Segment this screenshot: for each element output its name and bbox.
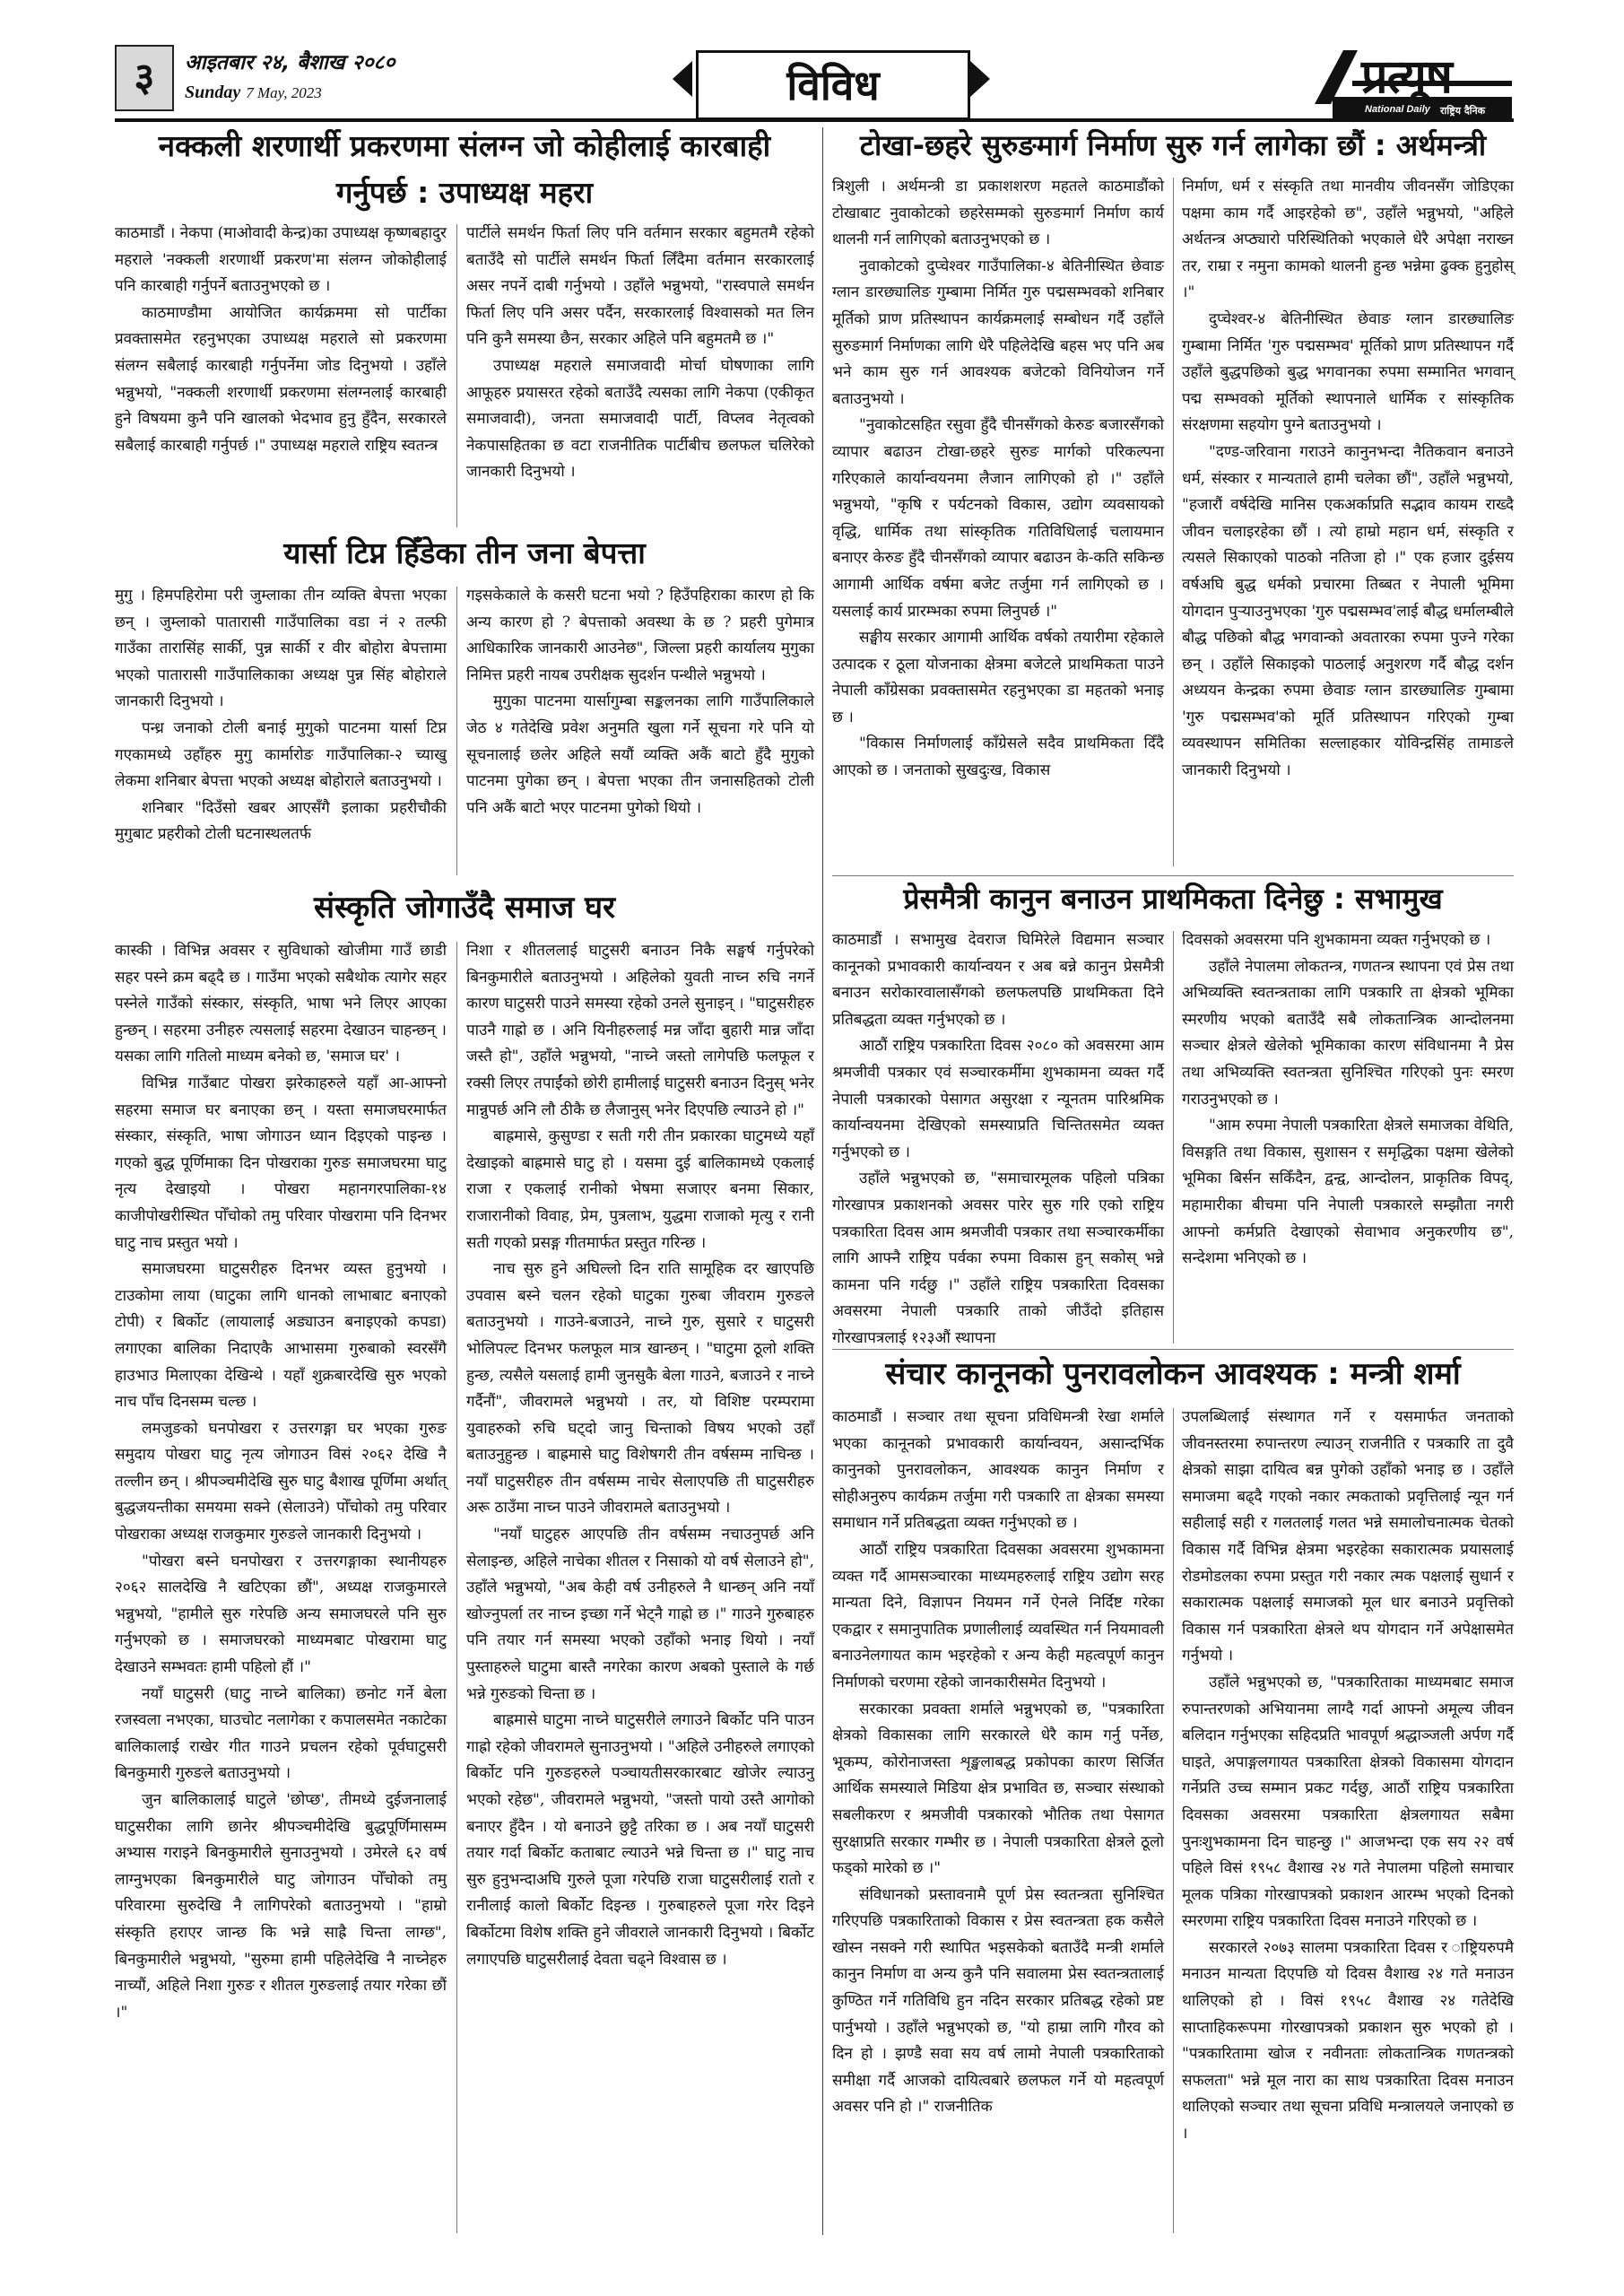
page-number: ३	[115, 45, 174, 111]
date-english-value: 7 May, 2023	[246, 84, 322, 101]
article-1-col-2	[466, 221, 814, 486]
article-1-para: काठमाण्डौमा आयोजित कार्यक्रममा सो पार्टीका प्रवक्तासमेत रहनुभएका उपाध्यक्ष महराले सो प्रकरणमा संलग्न सबैलाई कारबाही गर्नुपर्नेमा जोड दिनुभयो । उहाँले भन्नुभयो, "नक्कली शरणार्थी प्रकरणमा संलग्नलाई कारबाही हुने विषयमा कुनै पनि खालको भेदभाव हुनु हुँदैन, सरकारले सबैलाई कारबाही गर्नुपर्छ ।" उपाध्यक्ष महराले राष्ट्रिय स्वतन्त्र	[115, 303, 447, 455]
article-1-para: पार्टीले समर्थन फिर्ता लिए पनि वर्तमान सरकार बहुमतमै रहेको बताउँदै सो पार्टीले समर्थन फिर्ता लिँदैमा वर्तमान सरकारलाई असर नपर्ने दाबी गर्नुभयो । उहाँले भन्नुभयो, "रास्वपाले समर्थन फिर्ता लिए पनि असर पर्दैन, सरकारलाई विश्वासको मत लिन पनि कुनै समस्या छैन, सरकार अहिले पनि बहुमतमै छ ।"	[466, 224, 814, 349]
article-2-col-2	[466, 583, 814, 822]
article-2-para: गइसकेकाले के कसरी घटना भयो ? हिउँपहिराका कारण हो कि अन्य कारण हो ? बेपत्ताको अवस्था के छ ? प्रहरी पुगेमात्र आधिकारिक जानकारी आउनेछ", जिल्ला प्रहरी कार्यालय मुगुका निमित्त प्रहरी नायब उपरीक्षक सुदर्शन पन्थीले भन्नुभयो ।	[466, 587, 814, 684]
article-6-para: उहाँले भन्नुभएको छ, "पत्रकारिताका माध्यमबाट समाज रुपान्तरणको अभियानमा लाग्दै गर्दा आफ्नो अमूल्य जीवन बलिदान गर्नुभएका सहिदप्रति भावपूर्ण श्रद्धाञ्जली अर्पण गर्दै घाइते, अपाङ्गलगायत पत्रकारिता क्षेत्रको विकासमा योगदान गर्नेप्रति उच्च सम्मान प्रकट गर्दछु, आठौं राष्ट्रिय पत्रकारिता दिवसका अवसरमा पत्रकारिता क्षेत्रलगायत सबैमा पुनःशुभकामना दिन चाहन्छु ।" आजभन्दा एक सय २२ वर्ष पहिले विसं १९५८ वैशाख २४ गते नेपालमा पहिलो समाचार मूलक पत्रिका गोरखापत्रको प्रकाशन आरम्भ भएको दिनको स्मरणमा राष्ट्रिय पत्रकारिता दिवस मनाउने गरिएको छ ।	[1182, 1673, 1514, 1931]
article-3-para: नयाँ घाटुसरी (घाटु नाच्ने बालिका) छनोट गर्ने बेला रजस्वला नभएका, घाउचोट नलागेका र कपालसमेत नकाटेका बालिकालाई राखेर गीत गाउने प्रचलन रहेको पूर्वघाटुसरी बिनकुमारी गुरुङले बताउनुभयो ।	[115, 1684, 447, 1783]
article-3-para: बाह्रमासे घाटुमा नाच्ने घाटुसरीले लगाउने बिर्कोट पनि पाउन गाह्रो रहेको जीवरामले सुनाउनुभयो । "अहिले उनीहरुले लगाएको बिर्कोट पनि गुरुङहरुले पञ्चायतीसरकारबाट खोजेर ल्याउनु भएको रहेछ", जीवरामले भन्नुभयो, "जस्तो पायो उस्तै आगोको बनाएर हुँदैन । यो बनाउने छुट्टै तरिका छ । अब नयाँ घाटुसरी तयार गर्दा बिर्कोट कताबाट ल्याउने भन्ने चिन्ता छ ।" घाटु नाच सुरु हुनुभन्दाअघि गुरुले पूजा गरेपछि राजा घाटुसरीलाई रातो र रानीलाई कालो बिर्कोट दिइन्छ । गुरुबाहरुले पूजा गरेर दिइने बिर्कोटमा विशेष शक्ति हुने जीवराले जानकारी दिनुभयो । बिर्कोट लगाएपछि घाटुसरीलाई देवता चढ्ने विश्वास छ ।	[466, 1711, 814, 1969]
page-divider	[822, 127, 823, 2235]
article-3-col-2	[466, 938, 814, 1973]
article-2-para: मुगु । हिमपहिरोमा परी जुम्लाका तीन व्यक्ति बेपत्ता भएका छन् । जुम्लाको पातारासी गाउँपालिका वडा नं २ तल्फी गाउँका तारासिंह सार्की, पुन्न सार्की र वीर बोहोरा बेपत्तामा भएको पातारासी गाउँपालिकाका अध्यक्ष पुन्न सिंह बोहोराले जानकारी दिनुभयो ।	[115, 587, 447, 711]
article-5-para: उहाँले नेपालमा लोकतन्त्र, गणतन्त्र स्थापना एवं प्रेस तथा अभिव्यक्ति स्वतन्त्रताका लागि पत्रकारि ता क्षेत्रको भूमिका स्मरणीय भएको बताउँदै सबै लोकतान्त्रिक आन्दोलनमा सञ्चार क्षेत्रले खेलेको भूमिकाका कारण संविधानमा नै प्रेस तथा अभिव्यक्ति स्वतन्त्रता सुनिश्चित गरिएको पुनः स्मरण गराउनुभएको छ ।	[1182, 957, 1514, 1109]
article-5-para: काठमाडौं । सभामुख देवराज घिमिरेले विद्यमान सञ्चार कानूनको प्रभावकारी कार्यान्वयन र अब बन्ने कानुन प्रेसमैत्री बनाउन सरोकारवालासँगको छलफलपछि प्राथमिकता दिने प्रतिबद्धता व्यक्त गर्नुभएको छ ।	[832, 931, 1164, 1029]
article-5-para: उहाँले भन्नुभएको छ, "समाचारमूलक पहिलो पत्रिका गोरखापत्र प्रकाशनको अवसर पारेर सुरु गरि एको राष्ट्रिय पत्रकारिता दिवस आम श्रमजीवी पत्रकार तथा सञ्चारकर्मीका लागि आफ्नै राष्ट्रिय पर्वका रुपमा विकास हुन् सकोस् भन्ने कामना पनि गर्दछु ।" उहाँले राष्ट्रिय पत्रकारिता दिवसका अवसरमा नेपाली पत्रकारि ताको जीउँदो इतिहास गोरखापत्रलाई १२३औं स्थापना	[832, 1170, 1164, 1347]
article-3-col-1	[115, 938, 447, 2026]
newspaper-logo	[1307, 41, 1515, 127]
logo-tagline-en: National Daily	[1365, 104, 1430, 115]
article-2-col-1	[115, 583, 447, 848]
masthead-rule	[115, 118, 1514, 122]
article-3-para: "पोखरा बस्ने घनपोखरा र उत्तरगङ्गाका स्थानीयहरु २०६२ सालदेखि नै खटिएका छौं", अध्यक्ष राजकुमारले भन्नुभयो, "हामीले सुरु गरेपछि अन्य समाजघरले पनि सुरु गर्नुभएको छ । समाजघरको माध्यमबाट पोखरामा घाटु देखाउने सम्भवतः हामी पहिलो हौं ।"	[115, 1552, 447, 1677]
day-english: Sunday	[185, 83, 241, 102]
arrow-left-icon	[673, 61, 692, 97]
column-rule	[456, 587, 457, 875]
article-4-para: "नुवाकोटसहित रसुवा हुँदै चीनसँगको केरुङ बजारसँगको व्यापार बढाउन टोखा-छहरे सुरुङ मार्गको परिकल्पना गरिएकाले कार्यान्वयनमा लैजान लागिएको हो ।" उहाँले भन्नुभयो, "कृषि र पर्यटनको विकास, उद्योग व्यवसायको वृद्धि, धार्मिक तथा सांस्कृतिक गतिविधिलाई चलायमान बनाएर केरुङ हुँदै चीनसँगको व्यापार बढाउन के-कति सकिन्छ आगामी आर्थिक वर्षमा बजेट तर्जुमा गर्न लागिएको छ । यसलाई कार्य प्रारम्भका रुपमा लिनुपर्छ ।"	[832, 416, 1164, 621]
column-rule	[456, 224, 457, 527]
logo-name: प्रत्यूष	[1361, 50, 1452, 104]
article-4-para: नुवाकोटको दुप्चेश्वर गाउँपालिका-४ बेतिनीस्थित छेवाङ ग्लान डारछ्यालिङ गुम्बामा निर्मित गुरु पद्मसम्भवको शनिबार मूर्तिको प्राण प्रतिस्थापन कार्यक्रमलाई सम्बोधन गर्दै उहाँले सुरुङमार्ग निर्माणका लागि धेरै पहिलेदेखि बहस भए पनि अब भने काम सुरु गर्न आवश्यक बजेटको विनियोजन गर्ने बताउनुभयो ।	[832, 257, 1164, 408]
article-4-para: त्रिशुली । अर्थमन्त्री डा प्रकाशशरण महतले काठमाडौंको टोखाबाट नुवाकोटको छहरेसम्मको सुरुङमार्ग निर्माण कार्य थालनी गर्न लागिएको बताउनुभएको छ ।	[832, 178, 1164, 249]
article-2-para: शनिबार "दिउँसो खबर आएसँगै इलाका प्रहरीचौकी मुगुबाट प्रहरीको टोली घटनास्थलतर्फ	[115, 798, 447, 844]
article-4-para: दुप्चेश्वर-४ बेतिनीस्थित छेवाङ ग्लान डारछ्यालिङ गुम्बामा निर्मित 'गुरु पद्मसम्भव' मूर्तिको प्राण प्रतिस्थापन गर्दै उहाँले बुद्धपछिको बुद्ध भगवानका रुपमा सम्मानित भगवान् पद्म सम्भवको मूर्तिको स्थापनाले धार्मिक र सांस्कृतिक संरक्षणमा सहयोग पुग्ने बताउनुभयो ।	[1182, 309, 1514, 435]
article-6-para: काठमाडौं । सञ्चार तथा सूचना प्रविधिमन्त्री रेखा शर्माले भएका कानूनको प्रभावकारी कार्यान्वयन, असान्दर्भिक कानुनको पुनरावलोकन, आवश्यक कानुन निर्माण र सोहीअनुरुप कार्यक्रम तर्जुमा गरी पत्रकारि ता क्षेत्रका समस्या समाधान गर्ने प्रतिबद्धता व्यक्त गर्नुभएको छ ।	[832, 1408, 1164, 1533]
article-5-para: दिवसको अवसरमा पनि शुभकामना व्यक्त गर्नुभएको छ ।	[1182, 931, 1491, 949]
arrow-right-icon	[970, 61, 990, 97]
date-english	[185, 83, 395, 103]
article-4-col-2	[1182, 174, 1514, 785]
article-4-para: सङ्घीय सरकार आगामी आर्थिक वर्षको तयारीमा रहेकाले उत्पादक र ठूला योजनाका क्षेत्रमा बजेटले प्राथमिकता पाउने नेपाली काँग्रेसका प्रवक्तासमेत रहनुभएका डा महतको भनाइ छ ।	[832, 629, 1164, 726]
article-4-para: "दण्ड-जरिवाना गराउने कानुनभन्दा नैतिकवान बनाउने धर्म, संस्कार र मान्यताले हामी चलेका छौं", उहाँले भन्नुभयो, "हजारौं वर्षदेखि मानिस एकअर्काप्रति सद्भाव कायम राख्दै जीवन चलाइरहेका छौं । त्यो हाम्रो महान धर्म, संस्कृति र त्यसले सिकाएको पाठको नतिजा हो ।" एक हजार दुईसय वर्षअघि बुद्ध धर्मको प्रचारमा तिब्बत र नेपाली भूमिमा योगदान पुऱ्याउनुभएका 'गुरु पद्मसम्भव'लाई बौद्ध धर्मालम्बीले बौद्ध पछिको बौद्ध भगवान्को अवतारका रुपमा पुज्ने गरेका छन् । उहाँले सिकाइको पाठलाई अनुशरण गर्दै बौद्ध दर्शन अध्ययन केन्द्रका रुपमा छेवाङ ग्लान डारछ्यालिङ गुम्बामा 'गुरु पद्मसम्भव'को मूर्ति प्रतिस्थापन गरिएको गुम्बा व्यवस्थापन समितिका सल्लाहकार योविन्द्रसिंह तामाङले जानकारी दिनुभयो ।	[1182, 442, 1514, 780]
article-3-para: नाच सुरु हुने अघिल्लो दिन राति सामूहिक दर खाएपछि उपवास बस्ने चलन रहेको घाटुका गुरुबा जीवराम गुरुङले बताउनुभयो । गाउने-बजाउने, नाच्ने गुरु, सुसारे र घाटुसरी भोलिपल्ट दिनभर फलफूल मात्र खान्छन् । "घाटुमा ठूलो शक्ति हुन्छ, त्यसैले यसलाई हामी जुनसुकै बेला गाउने, बजाउने र नाच्ने गर्दैनौं", जीवरामले भन्नुभयो । तर, यो विशिष्ट परम्परामा युवाहरुको रुचि घट्दो जानु चिन्ताको विषय भएको उहाँ बताउनुहुन्छ । बाह्रमासे घाटु विशेषगरी तीन वर्षसम्म नाचिन्छ । नयाँ घाटुसरीहरु तीन वर्षसम्म नाचेर सेलाएपछि ती घाटुसरीहरु अरू ठाउँमा नाच्न पाउने जीवरामले बताउनुभयो ।	[466, 1260, 814, 1518]
article-6-para: सरकारले २०७३ सालमा पत्रकारिता दिवस र ाष्ट्रियरुपमै मनाउन मान्यता दिएपछि यो दिवस वैशाख २४ गते मनाउन थालिएको हो । विसं १९५८ वैशाख २४ गतेदेखि साप्ताहिकरूपमा गोरखापत्रको प्रकाशन सुरु भएको हो । "पत्रकारितामा खोज र नवीनताः लोकतान्त्रिक गणतन्त्रको सफलता" भन्ने मूल नारा का साथ पत्रकारिता दिवस मनाउन थालिएको सञ्चार तथा सूचना प्रविधि मन्त्रालयले जनाएको छ ।	[1182, 1938, 1514, 2144]
article-3-para: निशा र शीतललाई घाटुसरी बनाउन निकै सङ्घर्ष गर्नुपरेको बिनकुमारीले बताउनुभयो । अहिलेको युवती नाच्न रुचि नगर्ने कारण घाटुसरी पाउने समस्या रहेको उनले सुनाइन् । "घाटुसरीहरु पाउनै गाह्रो छ । अनि यिनीहरुलाई मन्न जाँदा बुहारी मान्न जाँदा जस्तै हो", उहाँले भन्नुभयो, "नाच्ने जस्तो लागेपछि फलफूल र रक्सी लिएर तपाईंको छोरी हामीलाई घाटुसरी बनाउन दिनुस् भनेर मान्नुपर्छ अनि लौ ठीकै छ लैजानुस् भनेर दिएपछि ल्याउने हो ।"	[466, 942, 814, 1119]
column-rule	[1173, 931, 1174, 1344]
section-title: विविध	[696, 50, 970, 120]
article-3-para: विभिन्न गाउँबाट पोखरा झरेकाहरुले यहाँ आ-आफ्नो सहरमा समाज घर बनाएका छन् । यस्ता समाजघरमार्फत संस्कार, संस्कृति, भाषा जोगाउन ध्यान दिइएको पाइन्छ । गएको बुद्ध पूर्णिमाका दिन पोखराका गुरुङ समाजघरमा घाटु नृत्य देखाइयो । पोखरा महानगरपालिका-१४ काजीपोखरीस्थित पोँचोको तमु परिवार पोखरामा पनि दिनभर घाटु नाच प्रस्तुत भयो ।	[115, 1074, 447, 1252]
article-5-para: "आम रुपमा नेपाली पत्रकारिता क्षेत्रले समाजका वेथिति, विसङ्गति तथा विकास, सुशासन र समृद्धिका पक्षमा खेलेको भूमिका बिर्सन सकिँदैन, द्वन्द्व, आन्दोलन, प्राकृतिक विपद्, महामारीका बीचमा पनि नेपाली पत्रकारले सम्झौता नगरी आफ्नो कर्मप्रति देखाएको सेवाभाव अनुकरणीय छ", सन्देशमा भनिएको छ ।	[1182, 1117, 1514, 1268]
article-1-para: उपाध्यक्ष महराले समाजवादी मोर्चा घोषणाका लागि आफूहरु प्रयासरत रहेको बताउँदै त्यसका लागि नेकपा (एकीकृत समाजवादी), जनता समाजवादी पार्टी, विप्लव नेतृत्वको नेकपासहितका छ वटा राजनीतिक पार्टीबीच छलफल चलिरेको जानकारी दिनुभयो ।	[466, 356, 814, 482]
article-3-para: "नयाँ घाटुहरु आएपछि तीन वर्षसम्म नचाउनुपर्छ अनि सेलाइन्छ, अहिले नाचेका शीतल र निसाको यो वर्ष सेलाउने हो", उहाँले भन्नुभयो, "अब केही वर्ष उनीहरुले नै धान्छन् अनि नयाँ खोज्नुपर्ला तर नाच्न इच्छा गर्ने भेट्नै गाह्रो छ ।" गाउने गुरुबाहरु पनि तयार गर्न समस्या भएको उहाँको भनाइ थियो । नयाँ पुस्ताहरुले घाटुमा बास्तै नगरेका कारण अबको पुस्ताले के गर्छ भन्ने गुरुङको चिन्ता छ ।	[466, 1526, 814, 1703]
column-rule	[1173, 178, 1174, 866]
article-5-col-2	[1182, 927, 1514, 1273]
article-1-headline-line1: नक्कली शरणार्थी प्रकरणमा संलग्न जो कोहीलाई कारबाही	[158, 128, 771, 163]
article-3-para: समाजघरमा घाटुसरीहरु दिनभर व्यस्त हुनुभयो । टाउकोमा लाया (घाटुका लागि धानको लाभाबाट बनाएको टोपी) र बिर्कोट (लायालाई अड्याउन बनाइएको कपडा) लगाएका बालिका निदाएकै आभासमा गुरुबाको स्वरसँगै हाउभाउ मिलाएका देखिन्थे । यहाँ शुक्रबारदेखि सुरु भएको नाच पाँच दिनसम्म चल्छ ।	[115, 1260, 447, 1412]
article-3-para: बाह्रमासे, कुसुण्डा र सती गरी तीन प्रकारका घाटुमध्ये यहाँ देखाइको बाह्रमासे घाटु हो । यसमा दुई बालिकामध्ये एकलाई राजा र एकलाई रानीको भेषमा सजाएर बनमा सिकार, राजारानीको विवाह, प्रेम, पुत्रलाभ, युद्धमा राजाको मृत्यु र रानी सती गएको प्रसङ्ग गीतमार्फत प्रस्तुत गरिन्छ ।	[466, 1127, 814, 1252]
article-1-headline-line2: गर्नुपर्छ : उपाध्यक्ष महरा	[335, 175, 594, 210]
article-6-para: आठौं राष्ट्रिय पत्रकारिता दिवसका अवसरमा शुभकामना व्यक्त गर्दै आमसञ्चारका माध्यमहरुलाई राष्ट्रिय उद्योग सरह मान्यता दिने, विज्ञापन नियमन गर्ने ऐनले निर्दिष्ट गरेका एकद्वार र समानुपातिक प्रणालीलाई व्यवस्थित गर्न नियमावली बनाउनेलगायत काम भइरहेको र अन्य केही महत्वपूर्ण कानुन निर्माणको चरणमा रहेको जानकारीसमेत दिनुभयो ।	[832, 1540, 1164, 1692]
article-2-para: पन्ध्र जनाको टोली बनाई मुगुको पाटनमा यार्सा टिप्न गएकामध्ये उहाँहरु मुगु कार्मारोङ गाउँपालिका-२ च्याखु लेकमा शनिबार बेपत्ता भएको अध्यक्ष बोहोराले बताउनुभयो ।	[115, 718, 447, 791]
article-6-para: उपलब्धिलाई संस्थागत गर्ने र यसमार्फत जनताको जीवनस्तरमा रुपान्तरण ल्याउन् राजनीति र पत्रकारि ता दुवै क्षेत्रको साझा दायित्व बन्न पुगेको उहाँको भनाइ छ । उहाँले समाजमा बढ्दै गएको नकार त्मकताको प्रवृत्तिलाई न्यून गर्न सहीलाई सही र गलतलाई गलत भन्ने समालोचनात्मक चेतको विकास गर्दै विभिन्न क्षेत्रमा भइरहेका सकारात्मक प्रयासलाई रोडमोडलका रुपमा प्रस्तुत गरी नकार त्मक पक्षलाई सुधार्न र सकारात्मक पक्षलाई समाजको मूल धार बनाउने प्रवृत्तिको विकास गर्न पत्रकारिता क्षेत्रले थप योगदान गर्ने अपेक्षासमेत गर्नुभयो ।	[1182, 1408, 1514, 1665]
article-2-headline: यार्सा टिप्न हिँडेका तीन जना बेपत्ता	[283, 535, 646, 570]
article-1-col-1	[115, 221, 447, 459]
date-nepali: आइतबार २४, बैशाख २०८०	[185, 51, 395, 74]
article-6-col-2	[1182, 1405, 1514, 2148]
article-1-para: काठमाडौं । नेकपा (माओवादी केन्द्र)का उपाध्यक्ष कृष्णबहादुर महराले 'नक्कली शरणार्थी प्रकरण'मा संलग्न जोकोहीलाई पनि कारबाही गर्नुपर्ने बताउनुभएको छ ।	[115, 224, 447, 296]
column-rule	[456, 942, 457, 2233]
issue-date	[185, 47, 395, 103]
article-5-para: आठौं राष्ट्रिय पत्रकारिता दिवस २०८० को अवसरमा आम श्रमजीवी पत्रकार एवं सञ्चारकर्मीमा शुभकामना व्यक्त गर्दै नेपाली पत्रकारको पेसागत असुरक्षा र न्यूनतम पारिश्रमिक कार्यान्वयनमा देखिएको समस्याप्रति चिन्तितसमेत व्यक्त गर्नुभएको छ ।	[832, 1037, 1164, 1161]
article-3-para: कास्की । विभिन्न अवसर र सुविधाको खोजीमा गाउँ छाडी सहर पस्ने क्रम बढ्दै छ । गाउँमा भएको सबैथोक त्यागेर सहर पस्नेले गाउँको संस्कार, संस्कृति, भाषा भने लिएर आएका हुन्छन् । सहरमा उनीहरु त्यसलाई सहरमा देखाउन चाहन्छन् । यसका लागि गतिलो माध्यम बनेको छ, 'समाज घर' ।	[115, 942, 447, 1066]
logo-tagline-np: राष्ट्रिय दैनिक	[1440, 105, 1486, 117]
article-6-para: संविधानको प्रस्तावनामै पूर्ण प्रेस स्वतन्त्रता सुनिश्चित गरिएपछि पत्रकारिताको विकास र प्रेस स्वतन्त्रता हक कसैले खोस्न नसक्ने गरी स्थापित भइसकेको बताउँदै मन्त्री शर्माले कानुन निर्माण वा अन्य कुनै पनि सवालमा प्रेस स्वतन्त्रतालाई कुण्ठित गर्ने गतिविधि हुन नदिन सरकार प्रतिबद्ध रहेको प्रष्ट पार्नुभयो । उहाँले भन्नुभएको छ, "यो हाम्रा लागि गौरव को दिन हो । झण्डै सवा सय वर्ष लामो नेपाली पत्रकारिताको समीक्षा गर्दै आजको दायित्वबारे छलफल गर्ने यो महत्वपूर्ण अवसर पनि हो ।" राजनीतिक	[832, 1885, 1164, 2117]
article-4-para: "विकास निर्माणलाई काँग्रेसले सदैव प्राथमिकता दिँदै आएको छ । जनताको सुखदुःख, विकास	[832, 735, 1164, 780]
article-5-headline: प्रेसमैत्री कानुन बनाउन प्राथमिकता दिनेछु : सभामुख	[903, 882, 1443, 916]
article-4-headline: टोखा-छहरे सुरुङमार्ग निर्माण सुरु गर्न लागेका छौं : अर्थमन्त्री	[859, 128, 1487, 162]
article-separator	[832, 875, 1514, 876]
article-5-col-1	[832, 927, 1164, 1352]
article-4-para: निर्माण, धर्म र संस्कृति तथा मानवीय जीवनसँग जोडिएका पक्षमा काम गर्दै आइरहेको छ", उहाँले भन्नुभयो, "अहिले अर्थतन्त्र अप्ठ्यारो परिस्थितिको भएकाले धेरै अपेक्षा नराख्न तर, राम्रा र नमुना कामको थालनी हुन्छ भन्नेमा ढुक्क हुनुहोस् ।"	[1182, 178, 1514, 302]
article-4-col-1	[832, 174, 1164, 785]
article-separator	[832, 1349, 1514, 1350]
article-6-headline: संचार कानूनको पुनरावलोकन आवश्यक : मन्त्री शर्मा	[885, 1356, 1461, 1392]
article-2-para: मुगुका पाटनमा यार्सागुम्बा सङ्कलनका लागि गाउँपालिकाले जेठ ४ गतेदेखि प्रवेश अनुमति खुला गर्ने सूचना गरे पनि यो सूचनालाई छलेर अहिले सयौं व्यक्ति अकैं बाटो हुँदै मुगुको पाटनमा पुगेका छन् । बेपत्ता भएका तीन जनासहितको टोली पनि अकैं बाटो भएर पाटनमा पुगेको थियो ।	[466, 692, 814, 817]
article-3-headline: संस्कृति जोगाउँदै समाज घर	[313, 890, 616, 926]
article-6-col-1	[832, 1405, 1164, 2121]
column-rule	[1173, 1408, 1174, 2233]
article-6-para: सरकारका प्रवक्ता शर्माले भन्नुभएको छ, "पत्रकारिता क्षेत्रको विकासका लागि सरकारले धेरै काम गर्नु पर्नेछ, भूकम्प, कोरोनाजस्ता शृङ्खलाबद्ध प्रकोपका कारण सिर्जित आर्थिक समस्याले मिडिया क्षेत्र प्रभावित छ, सञ्चार संस्थाको सबलीकरण र श्रमजीवी पत्रकारको भौतिक तथा पेसागत सुरक्षाप्रति सरकार गम्भीर छ । नेपाली पत्रकारिता क्षेत्रले ठूलो फड्को मारेको छ ।"	[832, 1700, 1164, 1878]
article-3-para: लमजुङको घनपोखरा र उत्तरगङ्गा घर भएका गुरुङ समुदाय पोखरा घाटु नृत्य जोगाउन विसं २०६२ देखि नै तल्लीन छन् । श्रीपञ्चमीदेखि सुरु घाटु बैशाख पूर्णिमा अर्थात् बुद्धजयन्तीका समयमा सक्ने (सेलाउने) पोँचोको तमु परिवार पोखराका अध्यक्ष राजकुमार गुरुङले जानकारी दिनुभयो ।	[115, 1419, 447, 1544]
article-3-para: जुन बालिकालाई घाटुले 'छोप्छ', तीमध्ये दुईजनालाई घाटुसरीका लागि छानेर श्रीपञ्चमीदेखि बुद्धपूर्णिमासम्म अभ्यास गराइने बिनकुमारीले सुनाउनुभयो । उमेरले ६२ वर्ष लाग्नुभएका बिनकुमारीले घाटु जोगाउन पोँचोको तमु परिवारमा सुरुदेखि नै लागिपरेको बताउनुभयो । "हाम्रो संस्कृति हराएर जान्छ कि भन्ने साह्रै चिन्ता लाग्छ", बिनकुमारीले भन्नुभयो, "सुरुमा हामी पहिलेदेखि नै नाच्नेहरु नाच्यौं, अहिले निशा गुरुङ र शीतल गुरुङलाई तयार गरेका छौं ।"	[115, 1791, 447, 2022]
